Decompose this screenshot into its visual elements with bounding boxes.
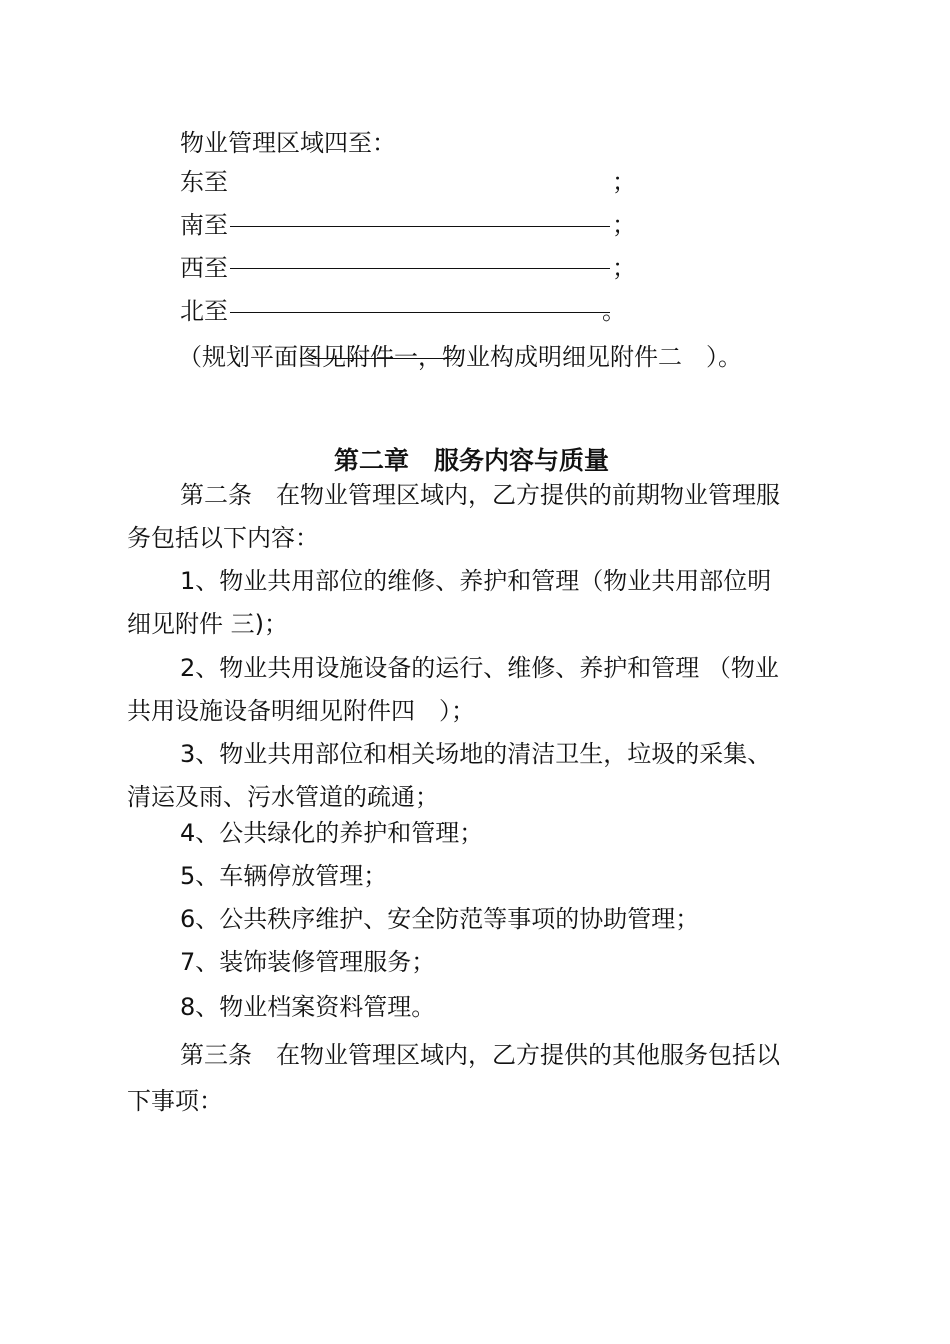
boundaries-note: （规划平面图见附件一，物业构成明细见附件二 ）。 [178, 343, 742, 371]
list-item-1-line-1: 1、物业共用部位的维修、养护和管理（物业共用部位明 [180, 567, 772, 595]
list-item-8: 8、物业档案资料管理。 [180, 993, 436, 1021]
boundary-west-underline [230, 268, 610, 269]
list-item-1-line-2: 细见附件 三)； [127, 610, 288, 638]
boundary-north-label: 北至 [180, 297, 228, 325]
article-2-line-1: 第二条 在物业管理区域内，乙方提供的前期物业管理服 [180, 481, 780, 509]
article-3-line-1: 第三条 在物业管理区域内，乙方提供的其他服务包括以 [180, 1041, 780, 1069]
list-item-4: 4、公共绿化的养护和管理； [180, 819, 484, 847]
boundary-south-label: 南至 [180, 211, 228, 239]
list-item-5: 5、车辆停放管理； [180, 862, 388, 890]
list-item-3-line-1: 3、物业共用部位和相关场地的清洁卫生，垃圾的采集、 [180, 740, 772, 768]
boundary-east-label: 东至 [180, 168, 228, 196]
chapter-title: 第二章 服务内容与质量 [334, 446, 610, 475]
boundary-south-end: ； [612, 211, 636, 239]
list-item-3-line-2: 清运及雨、污水管道的疏通； [127, 783, 439, 811]
article-3-line-2: 下事项： [127, 1087, 223, 1115]
list-item-2-line-2: 共用设施设备明细见附件四 ）； [127, 697, 475, 725]
boundary-east-end: ； [612, 168, 636, 196]
boundaries-note-strikethrough [300, 358, 460, 359]
boundary-north-underline [230, 312, 610, 313]
boundary-south-underline [230, 226, 610, 227]
boundary-north-end: 。 [602, 297, 626, 325]
boundary-west-label: 西至 [180, 254, 228, 282]
boundary-west-end: ； [612, 254, 636, 282]
list-item-6: 6、公共秩序维护、安全防范等事项的协助管理； [180, 905, 700, 933]
list-item-7: 7、装饰装修管理服务； [180, 948, 436, 976]
article-2-line-2: 务包括以下内容： [127, 524, 319, 552]
list-item-2-line-1: 2、物业共用设施设备的运行、维修、养护和管理 （物业 [180, 654, 779, 682]
boundaries-title: 物业管理区域四至： [180, 129, 396, 157]
